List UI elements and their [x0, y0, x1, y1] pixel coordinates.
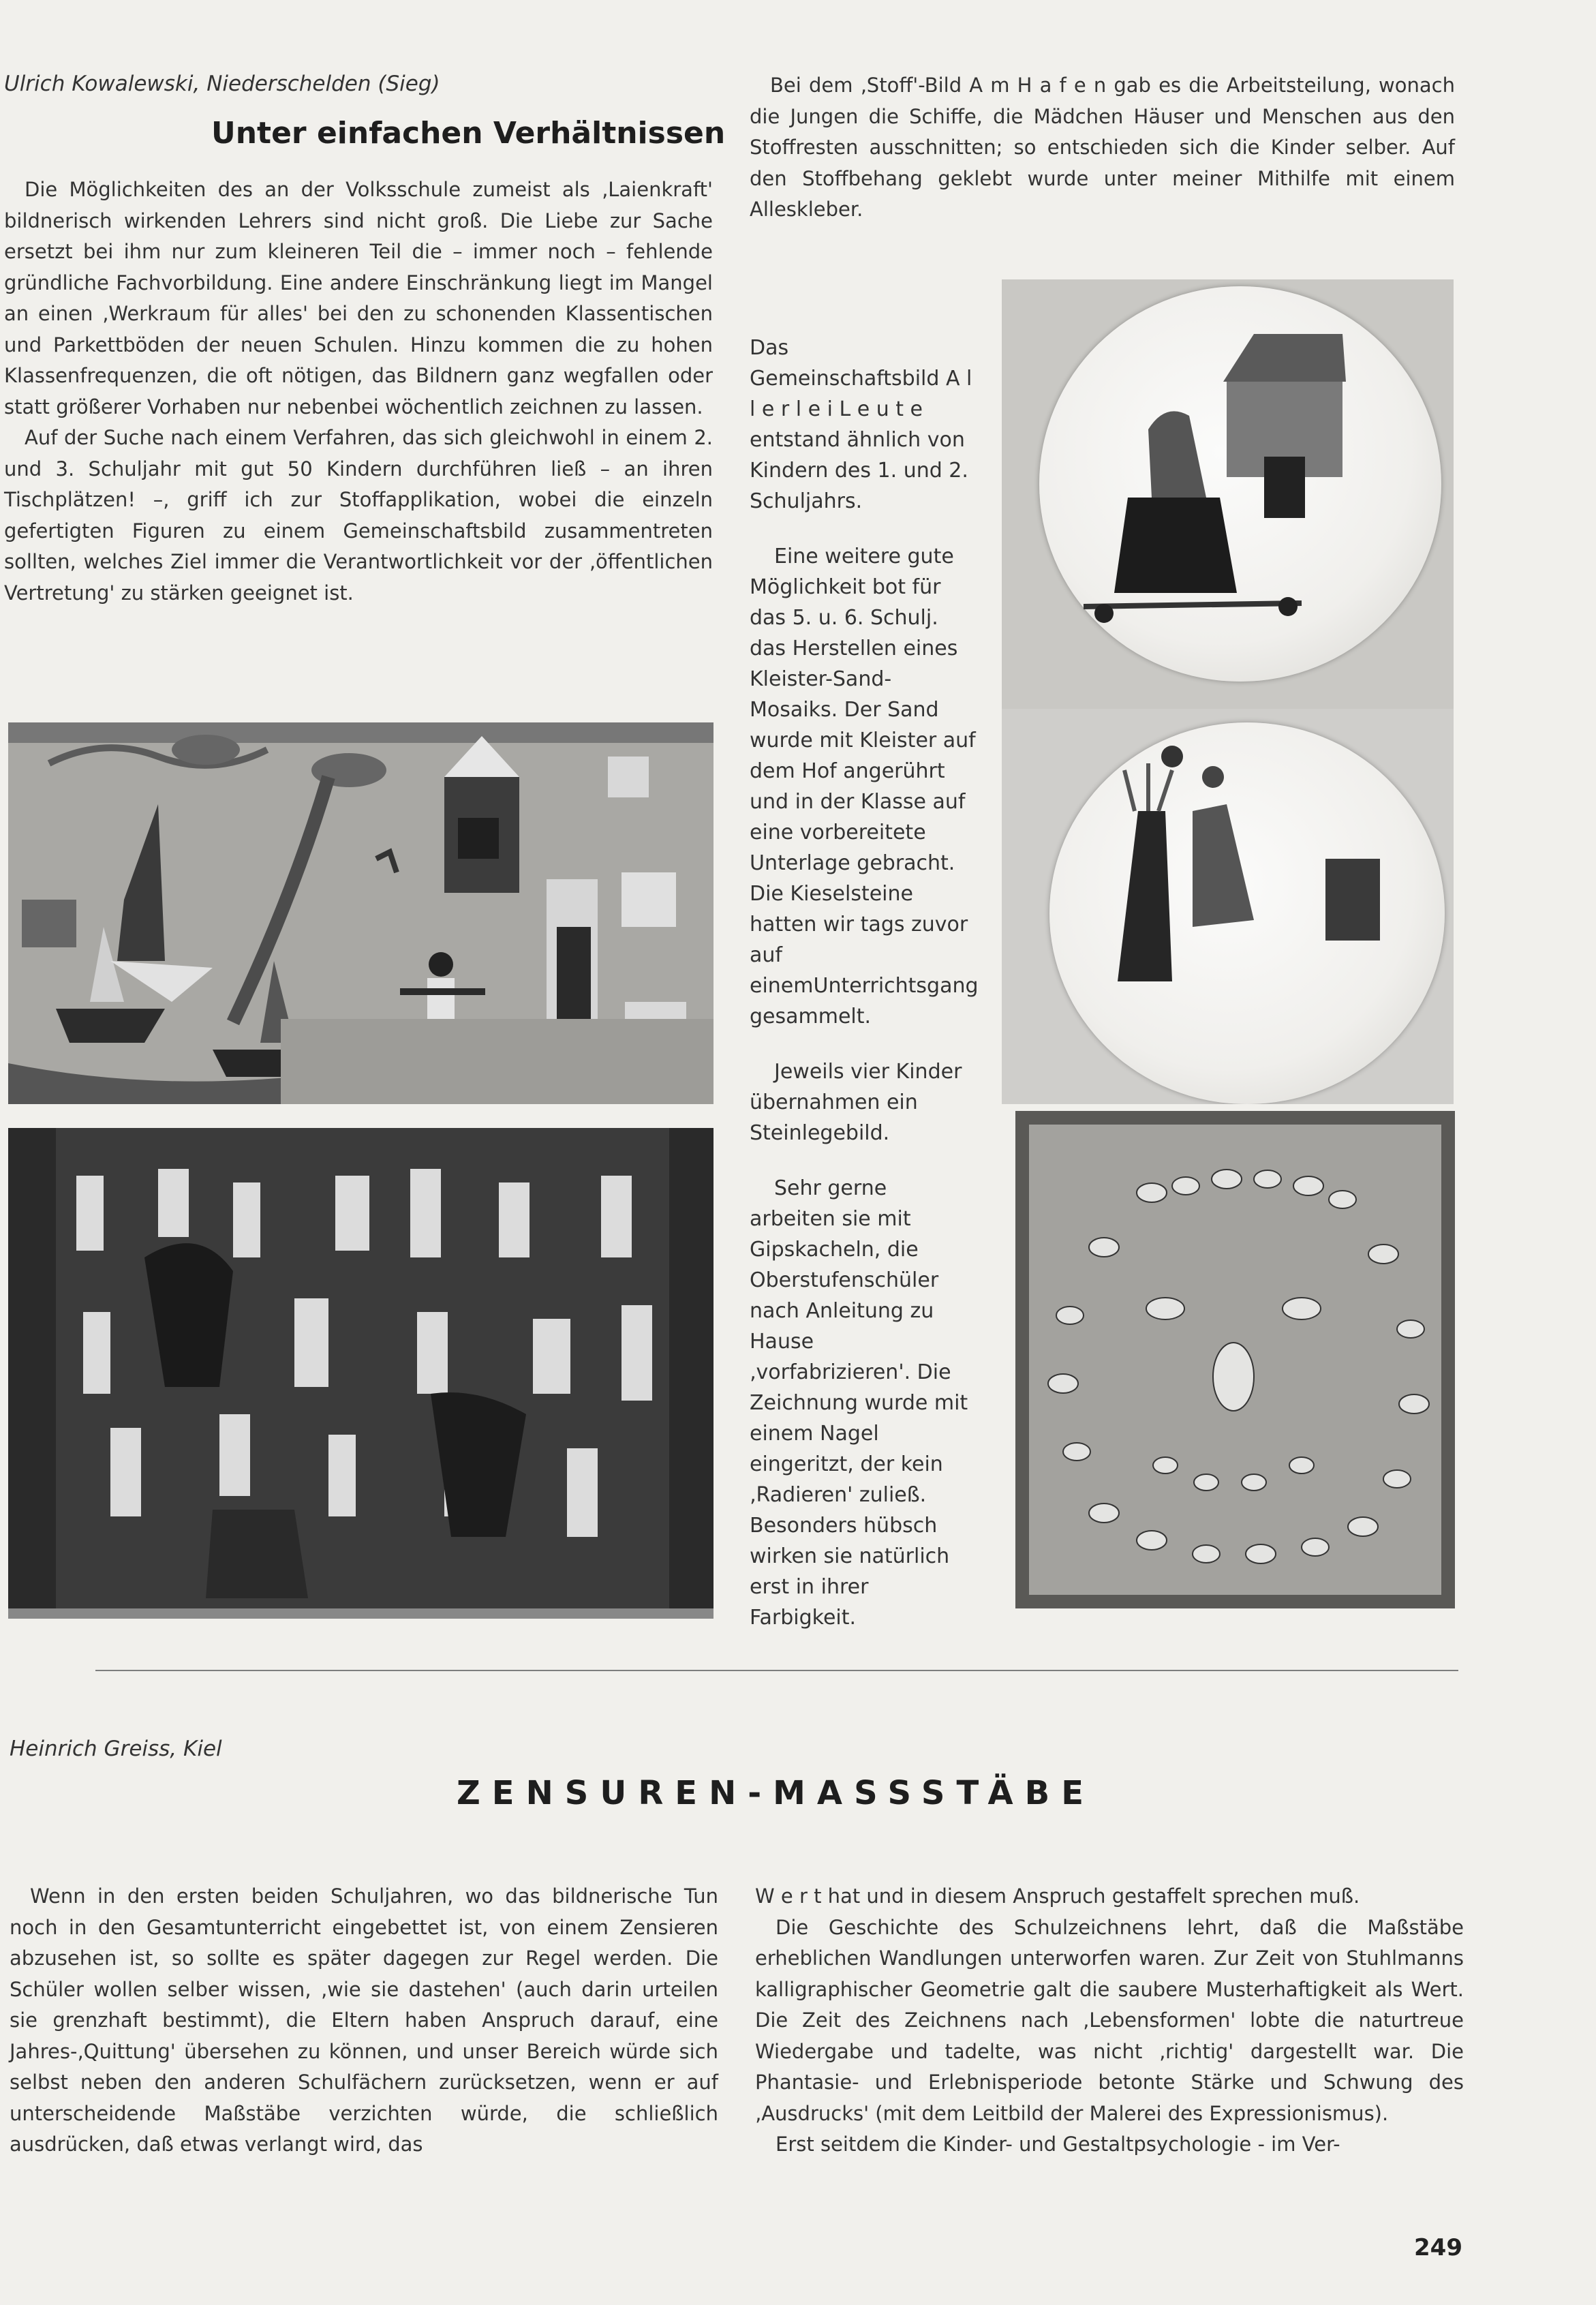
page-number: 249 — [1414, 2234, 1462, 2261]
article2-right-paragraph-1: W e r t hat und in diesem Anspruch gestaffelt sprechen muß. — [755, 1884, 1360, 1908]
article1-author: Ulrich Kowalewski, Niederschelden (Sieg) — [4, 72, 440, 96]
article1-body — [4, 174, 713, 609]
photo-people-collage — [8, 1128, 713, 1619]
photo-harbor-collage — [8, 722, 713, 1104]
people-collage-illustration — [8, 1128, 713, 1619]
article1-right-intro — [750, 70, 1455, 226]
side-paragraph-4: Sehr gerne arbeiten sie mit Gipskacheln, die Oberstufenschüler nach Anleitung zu Hause ‚vorfabrizieren'. Die Zeichnung wurde mit einem Nagel eingeritzt, der kein ‚Radieren' zuließ. Besonders hübsch wirken sie natürlich erst in ihrer Farbigkeit. — [750, 1176, 968, 1630]
article2-right-column — [755, 1881, 1464, 2161]
photo-plate-figure-house — [1002, 279, 1454, 709]
plate-2-drawing — [1002, 709, 1454, 1104]
plate-1-drawing — [1002, 279, 1454, 709]
article2-title: ZENSUREN-MASSSTÄBE — [457, 1774, 1096, 1812]
side-paragraph-3: Jeweils vier Kinder übernahmen ein Steinlegebild. — [750, 1060, 962, 1145]
article2-left-column — [10, 1881, 718, 2161]
article1-paragraph-1: Die Möglichkeiten des an der Volksschule zumeist als ‚Laienkraft' bildnerisch wirkenden Lehrers sind nicht groß. Die Liebe zur Sache ersetzt bei ihm nur zum kleineren Teil die – immer noch – fehlende gründliche Fachvorbildung. Eine andere Einschränkung liegt im Mangel an einen ‚Werkraum für alles' bei den zu schonenden Klassentischen und Parkettböden der neuen Schulen. Hinzu kommen die zu hohen Klassenfrequenzen, die oft nötigen, das Bildnern ganz wegfallen oder statt größerer Vorhaben nur nebenbei wöchentlich zeichnen zu lassen. — [4, 178, 713, 418]
article2-author: Heinrich Greiss, Kiel — [10, 1737, 222, 1761]
article1-paragraph-2: Auf der Suche nach einem Verfahren, das sich gleichwohl in einem 2. und 3. Schuljahr mit gut 50 Kindern durchführen ließ – an ihren Tischplätzen! –, griff ich zur Stoffapplikation, wobei die einzeln gefertigten Figuren zu einem Gemeinschaftsbild zusammentreten sollten, welches Ziel immer die Verantwortlichkeit vor der ‚öffentlichen Vertretung' zu stärken geeignet ist. — [4, 426, 713, 605]
side-caption-column — [750, 333, 979, 1658]
photo-plate-tree-woman — [1002, 709, 1454, 1104]
article2-right-paragraph-3: Erst seitdem die Kinder- und Gestaltpsychologie - im Ver- — [776, 2133, 1340, 2156]
right-intro-paragraph: Bei dem ‚Stoff'-Bild A m H a f e n gab es die Arbeitsteilung, wonach die Jungen die Schiffe, die Mädchen Häuser und Menschen aus den Stoffresten ausschnitten; so entschieden sich die Kinder selber. Auf den Stoffbehang geklebt wurde unter meiner Mithilfe mit einem Alleskleber. — [750, 74, 1455, 221]
pebble-mosaic-illustration — [1015, 1111, 1455, 1608]
article1-title: Unter einfachen Verhältnissen — [211, 116, 726, 151]
section-divider — [95, 1670, 1458, 1671]
article2-left-paragraph-1: Wenn in den ersten beiden Schuljahren, wo das bildnerische Tun noch in den Gesamtunterricht eingebettet ist, von einem Zensieren abzusehen ist, so sollte es später dagegen zur Regel werden. Die Schüler wollen selber wissen, ‚wie sie dastehen' (auch darin urteilen sie grenzhaft bestimmt), die Eltern haben Anspruch darauf, eine Jahres-‚Quittung' übersehen zu können, und unser Bereich würde sich selbst neben den anderen Schulfächern zurücksetzen, wenn er auf unterscheidende Maßstäbe verzichten würde, die schließlich ausdrücken, daß etwas verlangt wird, das — [10, 1884, 718, 2156]
side-paragraph-2: Eine weitere gute Möglichkeit bot für das 5. u. 6. Schulj. das Herstellen eines Kleister-Sand-Mosaiks. Der Sand wurde mit Kleister auf dem Hof angerührt und in der Klasse auf eine vorbereitete Unterlage gebracht. Die Kieselsteine hatten wir tags zuvor auf einemUnterrichtsgang gesammelt. — [750, 545, 979, 1028]
article2-right-paragraph-2: Die Geschichte des Schulzeichnens lehrt, daß die Maßstäbe erheblichen Wandlungen unterworfen waren. Zur Zeit von Stuhlmanns kalligraphischer Geometrie galt die saubere Musterhaftigkeit als Wert. Die Zeit des Zeichnens nach ‚Lebensformen' lobte die naturtreue Wiedergabe und tadelte, was nicht ‚richtig' dargestellt war. Die Phantasie- und Erlebnisperiode betonte Stärke und Schwung des ‚Ausdrucks' (mit dem Leitbild der Malerei des Expressionismus). — [755, 1915, 1464, 2125]
photo-pebble-mosaic — [1015, 1111, 1455, 1608]
side-paragraph-1: Das Gemeinschaftsbild A l l e r l e i L e u t e entstand ähnlich von Kindern des 1. und 2. Schuljahrs. — [750, 336, 972, 513]
harbor-collage-illustration — [8, 722, 713, 1104]
